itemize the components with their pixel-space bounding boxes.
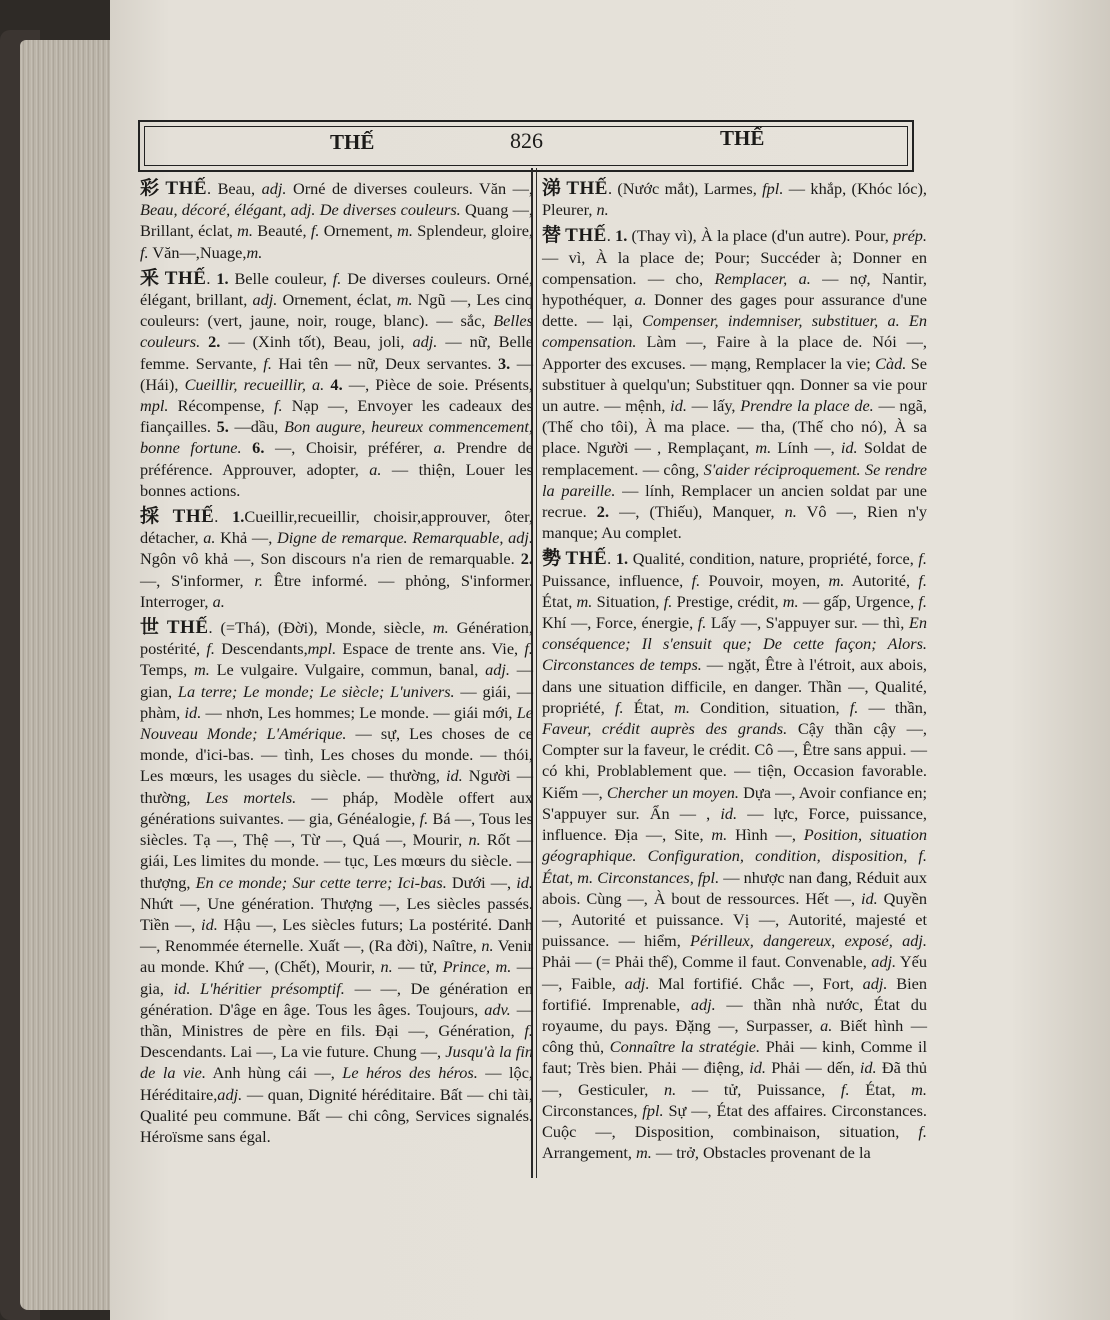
entry-text: — trở, Obstacles provenant de la bbox=[651, 1143, 871, 1163]
entry-text: Biết hình — công thủ, bbox=[542, 1015, 927, 1057]
entry-italic-text: f. bbox=[918, 549, 927, 569]
entry-text: . (Nước mắt), Larmes, bbox=[607, 179, 763, 198]
sense-number: 4. bbox=[330, 374, 343, 394]
entry-text: Qualité, condition, nature, propriété, force, bbox=[628, 549, 919, 569]
entry-italic-text: fpl. bbox=[642, 1100, 664, 1120]
entry-text: Sự —, État des affaires. Circonstances. Cuộc —, Disposition, combinaison, situation, bbox=[542, 1100, 928, 1141]
entry-italic-text: id. bbox=[516, 872, 533, 892]
sense-number: 3. bbox=[498, 353, 511, 373]
entry-text: Khả —, bbox=[215, 528, 277, 548]
entry-text: État, bbox=[849, 1079, 912, 1099]
entry-italic-text: f. bbox=[206, 639, 216, 659]
entry-italic-text: n. bbox=[784, 502, 797, 522]
entry-text: Beauté, bbox=[252, 221, 311, 241]
entry-italic-text: m. bbox=[636, 1143, 652, 1163]
entry-text: Situation, bbox=[592, 591, 664, 611]
entry-italic-text: adj. bbox=[217, 1084, 243, 1104]
entry-italic-text: a. bbox=[203, 528, 216, 548]
entry-text: Mal fortifié. Chắc —, Fort, bbox=[649, 973, 863, 993]
entry-text: — khắp, (Khóc lóc), Pleurer, bbox=[542, 179, 927, 220]
sense-number: 2. bbox=[520, 549, 533, 569]
entry-text: — quan, Dignité héréditaire. Bất — chi tài, Qualité peu commune. Bất — chi công, Services signalés. Héroïsme sans égal. bbox=[140, 1084, 533, 1146]
entry-text: Se substituer à quelqu'un; Substituer qqn. Donner sa vie pour un autre. — mệnh, bbox=[542, 353, 927, 416]
entry-text: Soldat de remplacement. — công, bbox=[542, 438, 927, 479]
entry-character: 世 bbox=[140, 616, 163, 639]
entry-text: (Thay vì), À la place (d'un autre). Pour, bbox=[627, 226, 894, 246]
column-divider-inner bbox=[536, 168, 537, 1178]
entry-italic-text: En conséquence; Il s'ensuit que; De cette façon; Alors. Circonstances de temps. bbox=[542, 613, 927, 675]
entry-text: — giái, — phàm, bbox=[140, 681, 534, 722]
entry-italic-text: adj. bbox=[862, 973, 888, 993]
entry-text: — thần nhà nước, État du royaume, du pays. Đặng —, Surpasser, bbox=[542, 994, 927, 1035]
entry-text: Bá —, Tous les siècles. Tạ —, Thệ —, Từ —, Quá —, Mourir, bbox=[140, 808, 533, 850]
entry-italic-text: S'aider réciproquement. Se rendre la pareille. bbox=[542, 459, 927, 500]
header-left-word: THẾ bbox=[330, 130, 375, 154]
entry-text: — gia, bbox=[140, 957, 533, 998]
entry-character: 替 bbox=[542, 224, 562, 247]
entry-text: — lính, Remplacer un ancien soldat par une recrue. bbox=[542, 480, 927, 522]
entry-italic-text: n. bbox=[380, 957, 393, 977]
entry-text: Donner des gages pour assurance d'une dette. — lại, bbox=[542, 290, 927, 331]
entry-italic-text: id. bbox=[720, 803, 738, 823]
entry-italic-text: f. bbox=[524, 1020, 533, 1040]
entry-italic-text: Compenser, indemniser, substituer, a. En compensation. bbox=[542, 311, 927, 352]
entry-character: 釆 bbox=[140, 266, 161, 289]
entry-headword: THẾ bbox=[165, 178, 208, 199]
entry-italic-text: Périlleux, dangereux, exposé, adj. bbox=[690, 931, 927, 951]
entry-italic-text: Chercher un moyen. bbox=[606, 782, 739, 802]
entry-text: Lấy —, S'appuyer sur. — thì, bbox=[706, 613, 909, 633]
entry-italic-text: m. bbox=[674, 697, 690, 717]
entry-italic-text: r. bbox=[254, 570, 263, 590]
entry-text: Temps, bbox=[140, 660, 194, 680]
entry-text: — gấp, Urgence, bbox=[798, 591, 919, 611]
entry-italic-text: f. bbox=[332, 268, 342, 288]
entry-italic-text: m. bbox=[396, 290, 413, 310]
sense-number: 6. bbox=[252, 438, 265, 458]
entry-italic-text: Digne de remarque. Remarquable, adj. bbox=[276, 528, 534, 548]
entry-text: Yếu —, Faible, bbox=[542, 952, 927, 993]
entry-text: De diverses couleurs. Orné, élégant, brillant, bbox=[140, 268, 533, 310]
entry-text: — tử, Puissance, bbox=[676, 1079, 841, 1099]
entry-text: Người — thường, bbox=[140, 766, 533, 807]
entry-headword: THẾ bbox=[166, 617, 209, 639]
entry-italic-text: f. bbox=[918, 591, 928, 611]
entry-character: 勢 bbox=[542, 547, 562, 570]
entry-text: — nữ, Belle femme. Servante, bbox=[140, 332, 533, 373]
entry-text: Splendeur, gloire, bbox=[412, 221, 533, 241]
entry-text: — nợ, Nantir, hypothéquer, bbox=[542, 268, 927, 310]
entry-text: Pouvoir, moyen, bbox=[700, 570, 829, 590]
entry-text: —dầu, bbox=[228, 417, 284, 437]
entry-text: — ngặt, Être à l'étroit, aux abois, dans une situation difficile, en danger. Thần —, Qualité, propriété, bbox=[542, 655, 927, 717]
entry-text: Le vulgaire. Vulgaire, commun, banal, bbox=[209, 660, 486, 680]
entry-italic-text: f. bbox=[419, 808, 429, 828]
entry-italic-text: id. bbox=[670, 396, 687, 416]
entry-text: — tử, bbox=[392, 957, 443, 977]
entry-italic-text: f. bbox=[840, 1079, 850, 1099]
entry-italic-text: Prendre la place de. bbox=[740, 396, 874, 416]
entry-italic-text: Bon augure, heureux commencement, bonne fortune. bbox=[140, 417, 534, 458]
entry-italic-text: f. bbox=[273, 396, 283, 416]
entry-italic-text: Belles couleurs. bbox=[140, 311, 533, 352]
entry-italic-text: Le Nouveau Monde; L'Amérique. bbox=[140, 702, 534, 744]
entry-text: — thần, Ministres de père en fils. Đại —, Génération, bbox=[140, 999, 533, 1040]
entry-italic-text: m. bbox=[576, 591, 593, 611]
entry-text: Dưới —, bbox=[446, 872, 517, 892]
entry-italic-text: adj. bbox=[412, 332, 438, 352]
entry-italic-text: Faveur, crédit auprès des grands. bbox=[542, 719, 788, 739]
entry-text: — thần, bbox=[858, 697, 927, 717]
entry-italic-text: id. bbox=[184, 702, 202, 722]
page-number: 826 bbox=[510, 128, 543, 153]
entry-italic-text: f. bbox=[614, 697, 624, 717]
entry-text: Nhứt —, Une génération. Thượng —, Les siècles passés. Tiền —, bbox=[140, 893, 533, 934]
entry-text: Être informé. — phỏng, S'informer. Interroger, bbox=[140, 570, 533, 611]
dictionary-entry bbox=[140, 268, 533, 501]
dictionary-entry bbox=[140, 178, 533, 263]
entry-italic-text: fpl. bbox=[762, 179, 784, 198]
entry-text: Quang —, Brillant, éclat, bbox=[140, 200, 533, 241]
entry-text bbox=[242, 438, 253, 457]
entry-italic-text: n. bbox=[596, 200, 609, 220]
entry-italic-text: f. bbox=[140, 242, 149, 262]
entry-italic-text: a. bbox=[634, 290, 647, 310]
dictionary-page bbox=[110, 0, 1110, 1320]
entry-italic-text: m. bbox=[755, 438, 772, 458]
running-header bbox=[138, 120, 914, 172]
entry-text: Hậu —, Les siècles futurs; La postérité. Danh —, Renommée éternelle. Xuất —, (Ra đời), Naître, bbox=[140, 914, 533, 956]
entry-italic-text: adj. bbox=[261, 179, 287, 198]
entry-text: Autorité, bbox=[844, 570, 919, 590]
entry-text: Arrangement, bbox=[542, 1143, 637, 1163]
entry-text: — (Xinh tốt), Beau, joli, bbox=[220, 332, 413, 352]
entry-italic-text: m. bbox=[246, 242, 263, 262]
entry-italic-text: n. bbox=[664, 1079, 677, 1099]
entry-text: Nạp —, Envoyer les cadeaux des fiançailles. bbox=[140, 396, 533, 437]
entry-italic-text: f. bbox=[918, 1121, 927, 1141]
entry-text: Venir au monde. Khứ —, (Chết), Mourir, bbox=[140, 936, 533, 977]
entry-text: Prestige, crédit, bbox=[672, 591, 783, 611]
entry-text: — vì, À la place de; Pour; Succéder à; Donner en compensation. — cho, bbox=[542, 247, 927, 288]
entry-italic-text: f. bbox=[691, 570, 701, 590]
entry-italic-text: id. bbox=[749, 1058, 766, 1078]
entry-text: — nhơn, Les hommes; Le monde. — giái mới, bbox=[201, 702, 517, 722]
entry-text: Rốt — giái, Les limites du monde. — tục, Les mœurs du siècle. — thượng, bbox=[140, 830, 533, 892]
entry-italic-text: f. bbox=[263, 353, 272, 373]
entry-character: 採 bbox=[140, 505, 169, 528]
entry-text: Descendants, bbox=[215, 639, 308, 659]
entry-headword: THẾ bbox=[164, 267, 207, 289]
entry-italic-text: a. bbox=[820, 1015, 833, 1035]
dictionary-entry bbox=[542, 178, 927, 220]
entry-text: . bbox=[214, 507, 233, 527]
entry-text: Descendants. Lai —, La vie future. Chung —, bbox=[140, 1042, 446, 1062]
entry-character: 彩 bbox=[140, 177, 162, 199]
entry-headword: THẾ bbox=[172, 506, 215, 528]
entry-text: Récompense, bbox=[168, 396, 274, 416]
entry-italic-text: f. bbox=[849, 697, 859, 717]
entry-italic-text: Connaître la stratégie. bbox=[609, 1037, 761, 1057]
dictionary-entry bbox=[542, 548, 927, 1163]
entry-italic-text: adj. bbox=[485, 660, 510, 680]
entry-text: Dựa —, Avoir confiance en; S'appuyer sur. Ẩn — , bbox=[542, 782, 927, 823]
entry-italic-text: Càd. bbox=[875, 353, 907, 373]
entry-text: Belle couleur, bbox=[228, 268, 333, 288]
entry-text: État, bbox=[542, 591, 577, 611]
entry-italic-text: id. bbox=[840, 438, 858, 458]
entry-italic-text: mpl. bbox=[140, 396, 169, 416]
entry-text: . bbox=[607, 549, 616, 569]
entry-italic-text: f. bbox=[310, 221, 320, 241]
entry-text: Văn—,Nuage, bbox=[148, 242, 247, 262]
entry-text: —, (Thiếu), Manquer, bbox=[609, 502, 785, 522]
entry-text bbox=[200, 332, 208, 351]
entry-text: Vô —, Rien n'y manque; Au complet. bbox=[542, 502, 928, 543]
entry-text: —, S'informer, bbox=[140, 570, 255, 590]
entry-text: — pháp, Modèle offert aux générations suivantes. — gia, Généalogie, bbox=[140, 787, 533, 828]
entry-text: Génération, postérité, bbox=[140, 618, 533, 659]
entry-italic-text: Beau, décoré, élégant, adj. De diverses couleurs. bbox=[140, 200, 461, 220]
entry-text: Hình —, bbox=[727, 825, 804, 845]
entry-italic-text: n. bbox=[468, 830, 481, 850]
entry-text: Phải — (= Phải thế), Comme il faut. Convenable, bbox=[542, 952, 872, 972]
entry-italic-text: id. bbox=[446, 766, 463, 786]
entry-text: — sự, Les choses de ce monde, d'ici-bas. — tình, Les choses du monde. — thói, Les mœurs, les usages du siècle. — thường, bbox=[140, 724, 533, 786]
entry-italic-text: m. bbox=[237, 221, 253, 241]
entry-italic-text: Le héros des héros. bbox=[342, 1063, 478, 1083]
entry-italic-text: En ce monde; Sur cette terre; Ici-bas. bbox=[195, 872, 447, 892]
entry-italic-text: Les mortels. bbox=[205, 787, 297, 807]
entry-italic-text: id. bbox=[860, 888, 878, 908]
entry-italic-text: adv. bbox=[484, 999, 511, 1019]
sense-number: 1. bbox=[232, 507, 245, 527]
entry-text: — (Hái), bbox=[140, 353, 533, 394]
entry-text: — —, De génération en génération. D'âge en âge. Tous les âges. Toujours, bbox=[140, 978, 534, 1019]
entry-italic-text: f. bbox=[697, 613, 707, 633]
entry-text: Bien fortifié. Imprenable, bbox=[542, 973, 927, 1014]
dictionary-entry bbox=[542, 225, 927, 543]
entry-text: — lực, Force, puissance, influence. Địa —, Site, bbox=[542, 803, 927, 845]
entry-italic-text: id. bbox=[201, 914, 218, 934]
entry-italic-text: f. bbox=[524, 639, 533, 659]
right-column bbox=[542, 178, 927, 1168]
entry-italic-text: m. bbox=[828, 570, 845, 590]
entry-text: État, bbox=[623, 697, 675, 717]
entry-text: —, Choisir, préférer, bbox=[264, 438, 434, 458]
entry-character: 涕 bbox=[542, 177, 563, 199]
sense-number: 2. bbox=[208, 332, 221, 352]
header-right-word: THẾ bbox=[720, 126, 765, 150]
entry-text: Cậy thần cậy —, Compter sur la faveur, le crédit. Cô —, Être sans appui. — có khi, Problablement que. — tiện, Occasion favorable. Kiếm —, bbox=[542, 719, 927, 802]
entry-text: Ngũ —, Les cinq couleurs: (vert, jaune, noir, rouge, blanc). — sắc, bbox=[140, 290, 533, 331]
entry-text: Phải — dến, bbox=[765, 1058, 860, 1078]
entry-italic-text: Cueillir, recueillir, a. bbox=[184, 374, 325, 394]
dictionary-entry bbox=[140, 617, 533, 1147]
sense-number: 5. bbox=[216, 417, 229, 437]
entry-text: Condition, situation, bbox=[689, 697, 850, 717]
entry-text: —, Pièce de soie. Présents, bbox=[342, 374, 533, 394]
entry-text: . bbox=[206, 268, 217, 288]
entry-italic-text: adj. bbox=[252, 290, 278, 310]
entry-italic-text: Position, situation géographique. Configuration, condition, disposition, f. État, m. Circonstances, fpl. bbox=[542, 825, 927, 887]
entry-italic-text: mpl. bbox=[307, 639, 337, 659]
entry-italic-text: id. L'héritier présomptif. bbox=[173, 978, 345, 998]
entry-text: Lính —, bbox=[771, 438, 841, 458]
entry-text: — thiện, Louer les bonnes actions. bbox=[140, 459, 534, 500]
entry-text: . (=Thá), (Đời), Monde, siècle, bbox=[208, 618, 433, 638]
sense-number: 1. bbox=[615, 549, 629, 569]
entry-text: Anh hùng cái —, bbox=[205, 1063, 343, 1083]
entry-italic-text: f. bbox=[918, 570, 928, 590]
entry-text: — nhược nan đang, Réduit aux abois. Cùng —, À bout de ressources. Hết —, bbox=[542, 867, 928, 908]
entry-headword: THẾ bbox=[566, 178, 608, 199]
entry-italic-text: adj. bbox=[690, 994, 716, 1014]
sense-number: 1. bbox=[216, 268, 229, 288]
entry-text: Prendre de préférence. Approuver, adopter, bbox=[140, 438, 534, 479]
entry-text: Espace de trente ans. Vie, bbox=[336, 639, 525, 659]
entry-text: . bbox=[606, 226, 616, 246]
entry-italic-text: f. bbox=[663, 591, 673, 611]
entry-text: — gian, bbox=[140, 660, 533, 701]
entry-text: Orné de diverses couleurs. Văn —, bbox=[286, 179, 533, 198]
entry-text: Ngôn vô khả —, Son discours n'a rien de remarquable. bbox=[140, 549, 521, 569]
entry-text: Ornement, bbox=[319, 221, 398, 241]
entry-italic-text: id. bbox=[859, 1058, 877, 1078]
entry-italic-text: m. bbox=[397, 221, 413, 241]
entry-text: Quyền —, Autorité et puissance. Vị —, Autorité, majesté et puissance. — hiểm, bbox=[542, 888, 928, 951]
entry-text: Hai tên — nữ, Deux servantes. bbox=[271, 353, 498, 373]
entry-italic-text: m. bbox=[194, 660, 210, 680]
sense-number: 2. bbox=[596, 502, 610, 522]
entry-italic-text: prép. bbox=[893, 226, 928, 246]
sense-number: 1. bbox=[615, 226, 628, 246]
entry-italic-text: La terre; Le monde; Le siècle; L'univers. bbox=[177, 681, 455, 701]
entry-text: Cueillir,recueillir, choisir,approuver, ôter, détacher, bbox=[140, 507, 534, 548]
entry-text: Ornement, éclat, bbox=[277, 290, 397, 310]
entry-italic-text: Remplacer, a. bbox=[714, 268, 811, 288]
left-column bbox=[140, 178, 533, 1152]
entry-italic-text: adj. bbox=[624, 973, 650, 993]
entry-italic-text: a. bbox=[433, 438, 446, 458]
entry-text: Khí —, Force, énergie, bbox=[542, 613, 698, 633]
entry-text: — lộc, Héréditaire, bbox=[140, 1063, 533, 1104]
entry-headword: THẾ bbox=[565, 225, 607, 247]
dictionary-entry bbox=[140, 506, 533, 612]
entry-text: Làm —, Faire à la place de. Nói —, Apporter des excuses. — mạng, Remplacer la vie; bbox=[542, 332, 927, 373]
entry-italic-text: n. bbox=[481, 936, 494, 956]
entry-text: Phải — kinh, Comme il faut; Très bien. Phải — điệng, bbox=[542, 1037, 927, 1078]
entry-italic-text: a. bbox=[212, 591, 225, 611]
entry-text: Puissance, influence, bbox=[542, 570, 692, 590]
entry-headword: THẾ bbox=[565, 548, 608, 570]
entry-italic-text: m. bbox=[432, 618, 449, 638]
entry-italic-text: m. bbox=[911, 1079, 927, 1099]
entry-italic-text: m. bbox=[711, 825, 728, 845]
entry-italic-text: Jusqu'à la fin de la vie. bbox=[140, 1042, 533, 1083]
entry-text: . Beau, bbox=[207, 179, 262, 198]
entry-text: Đã thủ —, Gesticuler, bbox=[542, 1058, 927, 1099]
entry-text: Circonstances, bbox=[542, 1100, 643, 1120]
entry-italic-text: Prince, m. bbox=[442, 957, 512, 977]
entry-text: — lấy, bbox=[686, 396, 741, 416]
entry-italic-text: m. bbox=[782, 591, 799, 611]
entry-italic-text: adj. bbox=[871, 952, 897, 972]
entry-italic-text: a. bbox=[369, 459, 382, 479]
entry-text: — ngã, (Thế cho tôi), À ma place. — tha, (Thế cho nó), À sa place. Người — , Remplaçant, bbox=[542, 396, 928, 458]
